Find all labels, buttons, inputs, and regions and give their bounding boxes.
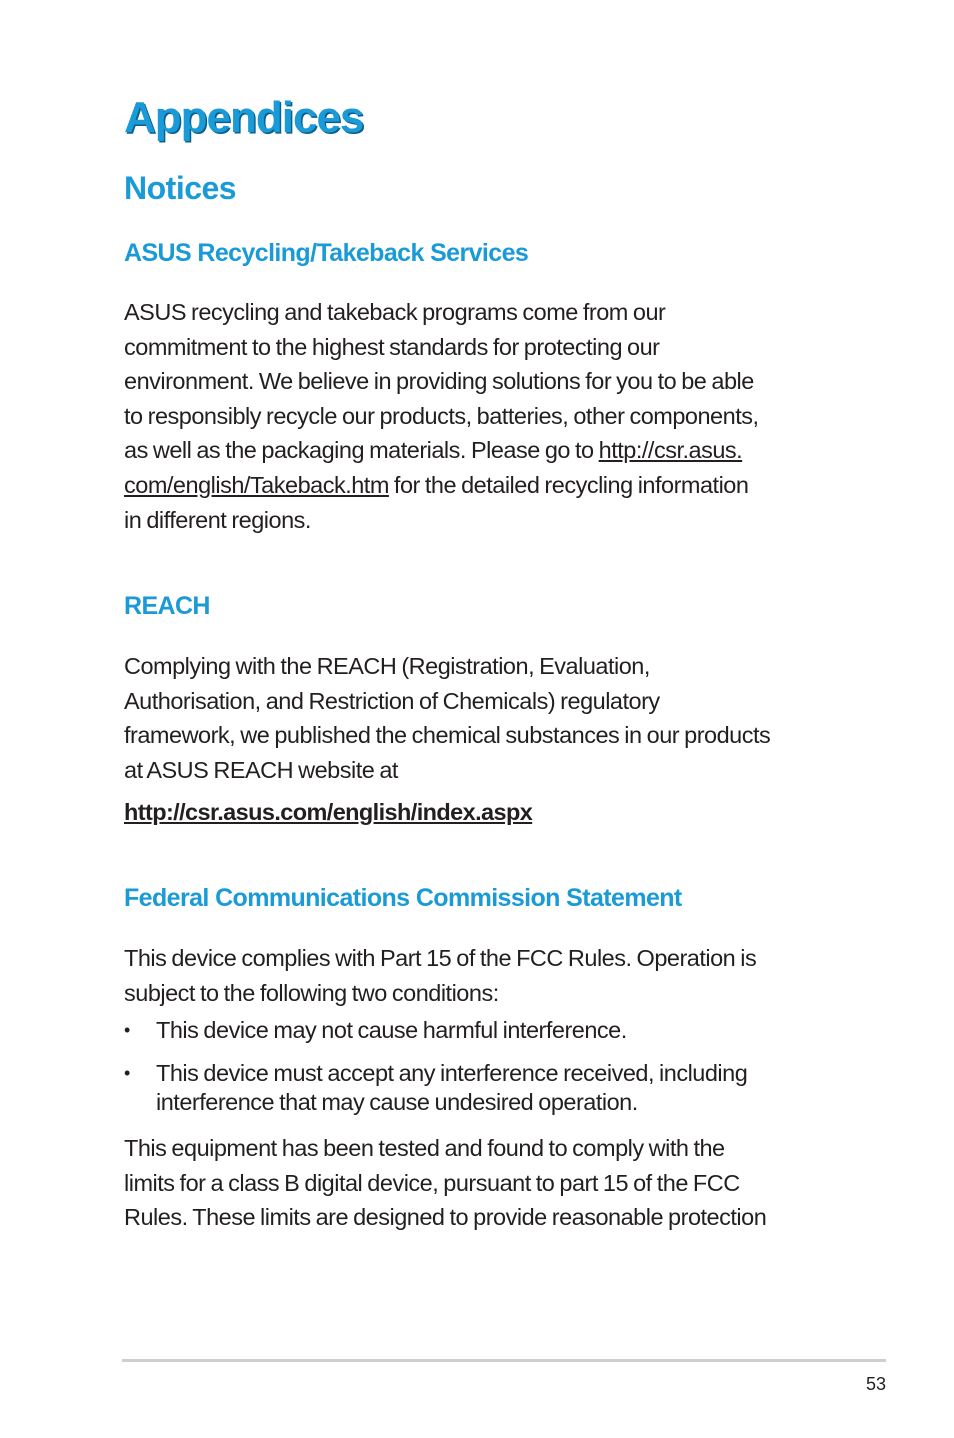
recycling-line-6 (124, 468, 864, 503)
bullet-icon: • (124, 1020, 130, 1040)
page-number: 53 (865, 1374, 886, 1394)
fcc-heading: Federal Communications Commission Statement (124, 884, 682, 912)
fcc-intro (124, 941, 864, 1010)
footer-divider (122, 1359, 886, 1362)
recycling-paragraph (124, 295, 864, 537)
recycling-line-1: ASUS recycling and takeback programs come from our (124, 299, 666, 325)
takeback-link-part-2[interactable]: com/english/Takeback.htm (124, 471, 389, 498)
fcc-body-line-2: limits for a class B digital device, pursuant to part 15 of the FCC (124, 1169, 740, 1196)
recycling-line-6-text: for the detailed recycling information (388, 471, 749, 498)
fcc-condition-2-line-1: This device must accept any interference received, including (156, 1059, 748, 1086)
fcc-condition-2 (124, 1059, 864, 1118)
reach-heading: REACH (124, 592, 210, 620)
recycling-line-5-text: as well as the packaging materials. Please go to (124, 437, 599, 464)
reach-line-3: framework, we published the chemical substances in our products (124, 722, 771, 749)
chapter-title: Appendices (124, 93, 364, 142)
fcc-conditions-list (124, 1016, 864, 1118)
bullet-icon: • (124, 1062, 130, 1083)
fcc-condition-1 (124, 1016, 864, 1046)
fcc-condition-1-text: This device may not cause harmful interference. (156, 1017, 627, 1043)
fcc-body-line-3: Rules. These limits are designed to provide reasonable protection (124, 1204, 767, 1231)
fcc-body-line-1: This equipment has been tested and found to comply with the (124, 1135, 725, 1161)
recycling-line-5 (124, 433, 864, 468)
recycling-heading: ASUS Recycling/Takeback Services (124, 239, 529, 267)
fcc-intro-line-1: This device complies with Part 15 of the FCC Rules. Operation is (124, 945, 757, 971)
reach-website-link[interactable]: http://csr.asus.com/english/index.aspx (124, 799, 533, 825)
recycling-line-4: to responsibly recycle our products, batteries, other components, (124, 402, 759, 429)
section-title: Notices (124, 170, 237, 206)
recycling-line-7: in different regions. (124, 506, 311, 533)
reach-paragraph (124, 649, 864, 787)
fcc-intro-line-2: subject to the following two conditions: (124, 979, 499, 1006)
fcc-condition-2-line-2: interference that may cause undesired operation. (156, 1089, 638, 1115)
recycling-line-2: commitment to the highest standards for protecting our (124, 333, 660, 360)
fcc-body (124, 1131, 864, 1235)
reach-line-1: Complying with the REACH (Registration, Evaluation, (124, 653, 650, 679)
reach-line-2: Authorisation, and Restriction of Chemicals) regulatory (124, 687, 660, 714)
takeback-link-part-1[interactable]: http://csr.asus. (598, 437, 743, 464)
recycling-line-3: environment. We believe in providing solutions for you to be able (124, 368, 754, 395)
reach-line-4: at ASUS REACH website at (124, 756, 398, 783)
